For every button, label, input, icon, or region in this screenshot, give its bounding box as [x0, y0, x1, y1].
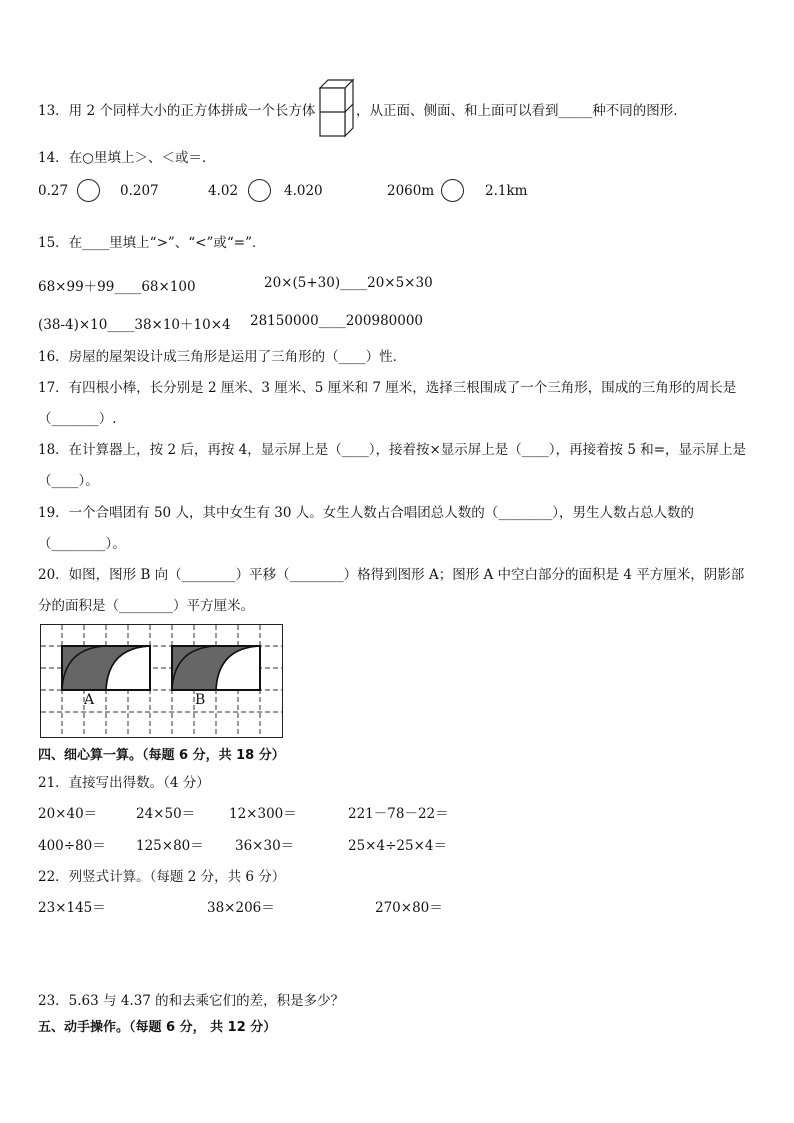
question-13-prefix: 13．用 2 个同样大小的正方体拼成一个长方体 — [38, 103, 316, 119]
answer-circle[interactable] — [441, 179, 464, 202]
question-17-line-1: 17．有四根小棒，长分别是 2 厘米、3 厘米、5 厘米和 7 厘米，选择三根围成了一个三角形，围成的三角形的周长是 — [38, 380, 737, 396]
q14-left-3: 2060m — [387, 183, 435, 199]
question-22-text: 22．列竖式计算。（每题 2 分，共 6 分） — [38, 869, 286, 885]
q21-item: 125×80＝ — [136, 838, 204, 854]
question-15-text: 15．在____里填上“>”、“<”或“=”． — [38, 235, 266, 251]
q21-item: 12×300＝ — [229, 806, 297, 822]
question-21-text: 21．直接写出得数。（4 分） — [38, 775, 210, 791]
question-19-line-2: （________）。 — [38, 536, 126, 552]
q15-item-1: 68×99＋99____68×100 — [38, 279, 196, 295]
figure-b — [172, 646, 260, 690]
q15-item-4: 28150000____200980000 — [250, 313, 424, 329]
q15-item-3: (38-4)×10____38×10＋10×4 — [38, 317, 231, 333]
q14-right-3: 2.1km — [485, 183, 528, 199]
answer-circle[interactable] — [248, 179, 271, 202]
q22-item: 270×80＝ — [375, 900, 443, 916]
question-14-text: 14．在○里填上＞、＜或＝． — [38, 150, 216, 166]
question-20-line-2: 分的面积是（________）平方厘米。 — [38, 598, 254, 614]
question-18-line-1: 18．在计算器上，按 2 后，再按 4，显示屏上是（____），接着按×显示屏上是（____），再接着按 5 和=，显示屏上是 — [38, 442, 747, 458]
q21-item: 36×30＝ — [235, 838, 295, 854]
section-5-heading: 五、动手操作。（每题 6 分， 共 12 分） — [38, 1020, 277, 1035]
question-16-text: 16．房屋的屋架设计成三角形是运用了三角形的（____）性． — [38, 349, 407, 365]
q14-left-1: 0.27 — [38, 183, 69, 199]
section-4-heading: 四、细心算一算。（每题 6 分，共 18 分） — [38, 748, 285, 763]
question-17-line-2: （_______）. — [38, 411, 117, 427]
q21-item: 221－78－22＝ — [348, 806, 449, 822]
translation-grid-figure — [40, 624, 284, 739]
q21-item: 20×40＝ — [38, 806, 98, 822]
q21-item: 24×50＝ — [136, 806, 196, 822]
q14-right-2: 4.020 — [284, 183, 323, 199]
question-20-line-1: 20．如图，图形 B 向（________）平移（________）格得到图形 A；图形 A 中空白部分的面积是 4 平方厘米，阴影部 — [38, 567, 745, 583]
question-18-line-2: （____）。 — [38, 473, 99, 489]
question-19-line-1: 19．一个合唱团有 50 人，其中女生有 30 人。女生人数占合唱团总人数的（________），男生人数占总人数的 — [38, 505, 694, 521]
figure-a-label: A — [84, 692, 95, 708]
q22-item: 38×206＝ — [207, 900, 275, 916]
answer-circle[interactable] — [77, 179, 100, 202]
figure-a — [62, 646, 150, 690]
q21-item: 25×4÷25×4＝ — [348, 838, 447, 854]
question-13-suffix: ，从正面、侧面、和上面可以看到_____种不同的图形． — [356, 103, 687, 119]
q21-item: 400÷80＝ — [38, 838, 106, 854]
figure-b-label: B — [195, 692, 206, 708]
q15-item-2: 20×(5+30)____20×5×30 — [264, 275, 433, 291]
question-23-text: 23．5.63 与 4.37 的和去乘它们的差，积是多少？ — [38, 993, 345, 1009]
cuboid-figure — [318, 78, 356, 138]
q14-left-2: 4.02 — [208, 183, 239, 199]
q22-item: 23×145＝ — [38, 900, 106, 916]
q14-right-1: 0.207 — [120, 183, 159, 199]
